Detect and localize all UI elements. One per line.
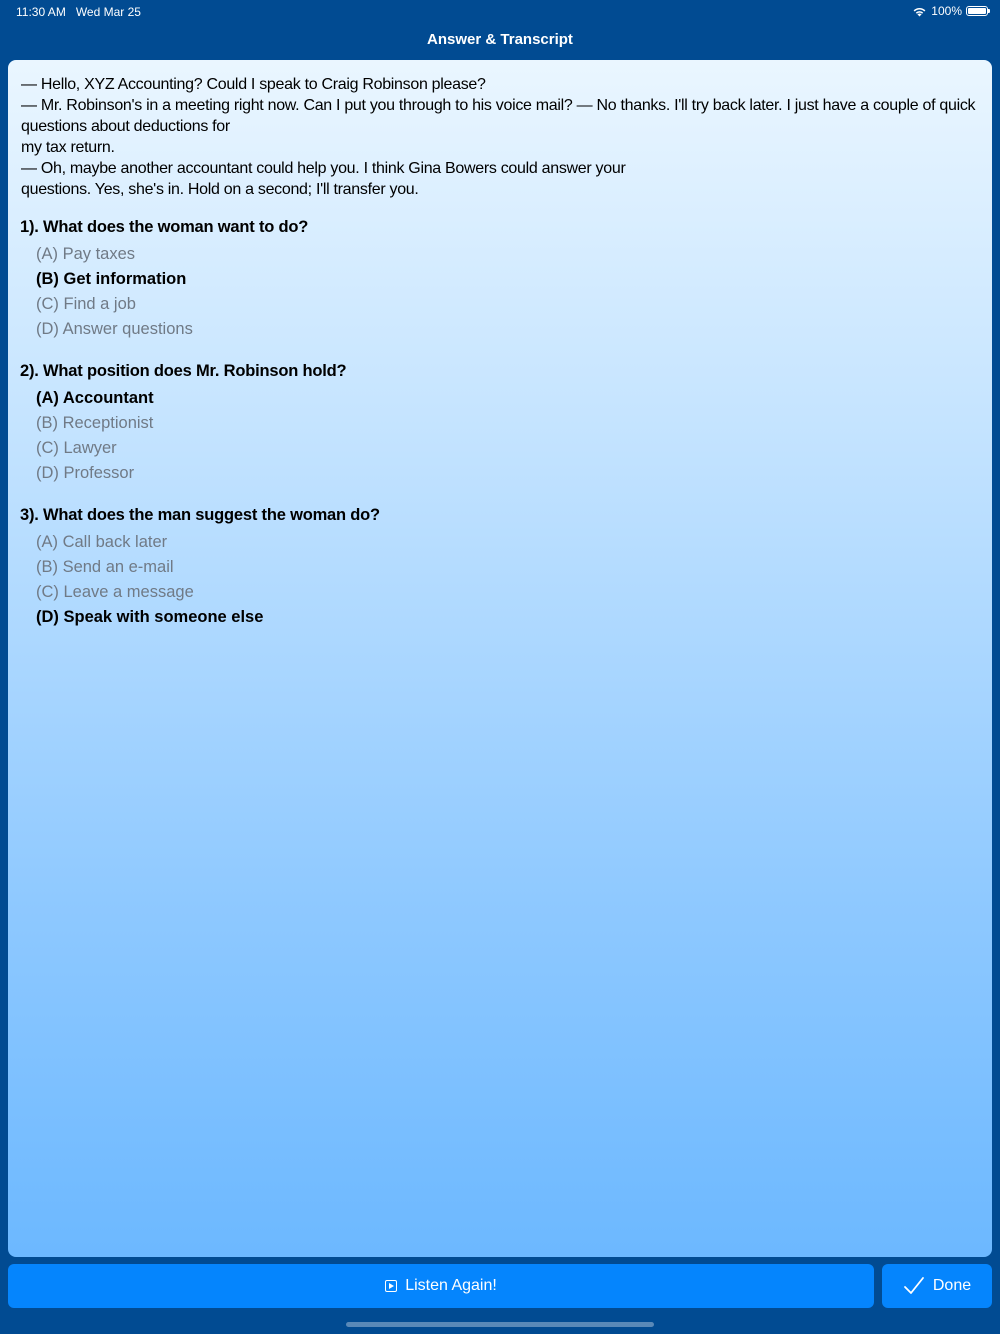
wifi-icon bbox=[912, 6, 927, 17]
option-d: (D) Answer questions bbox=[36, 320, 193, 338]
bottom-toolbar bbox=[8, 1264, 992, 1308]
answer-transcript-panel[interactable] bbox=[8, 60, 992, 1257]
option-c: (C) Leave a message bbox=[36, 583, 194, 601]
checkmark-icon bbox=[903, 1276, 925, 1296]
option-b: (B) Get information bbox=[36, 270, 187, 288]
question-title: 3). What does the man suggest the woman do? bbox=[20, 506, 380, 524]
option-c: (C) Lawyer bbox=[36, 439, 117, 457]
question-1 bbox=[21, 217, 978, 342]
option-a: (A) Accountant bbox=[36, 389, 154, 407]
status-right bbox=[912, 4, 988, 18]
done-label: Done bbox=[932, 1277, 972, 1294]
transcript-line: — Oh, maybe another accountant could help you. I think Gina Bowers could answer your questions. Yes, she's in. Hold on a second; I'll transfer you. bbox=[21, 160, 626, 198]
option-b: (B) Send an e-mail bbox=[36, 558, 174, 576]
question-title: 2). What position does Mr. Robinson hold? bbox=[20, 362, 347, 380]
home-indicator[interactable] bbox=[346, 1322, 654, 1327]
question-2 bbox=[21, 361, 978, 486]
listen-again-button[interactable] bbox=[8, 1264, 874, 1308]
listen-again-label: Listen Again! bbox=[405, 1277, 497, 1294]
battery-percent: 100% bbox=[931, 4, 962, 18]
transcript-line: — Mr. Robinson's in a meeting right now. Can I put you through to his voice mail? — No thanks. I'll try back later. I just have a couple of quick questions about deductions for bbox=[21, 97, 976, 135]
option-c: (C) Find a job bbox=[36, 295, 136, 313]
option-a: (A) Call back later bbox=[36, 533, 168, 551]
battery-level bbox=[968, 8, 986, 14]
status-time: 11:30 AM Wed Mar 25 bbox=[16, 5, 141, 19]
question-title: 1). What does the woman want to do? bbox=[20, 218, 309, 236]
option-d: (D) Speak with someone else bbox=[36, 608, 264, 626]
transcript-line: my tax return. bbox=[21, 139, 115, 156]
done-button[interactable] bbox=[882, 1264, 992, 1308]
option-a: (A) Pay taxes bbox=[36, 245, 136, 263]
transcript-line: — Hello, XYZ Accounting? Could I speak to Craig Robinson please? bbox=[21, 76, 486, 93]
battery-icon bbox=[966, 6, 988, 16]
page-title: Answer & Transcript bbox=[427, 31, 573, 48]
option-b: (B) Receptionist bbox=[36, 414, 154, 432]
play-icon bbox=[385, 1280, 397, 1292]
option-d: (D) Professor bbox=[36, 464, 135, 482]
question-3 bbox=[21, 505, 978, 630]
status-bar bbox=[0, 0, 1000, 24]
transcript bbox=[21, 74, 978, 200]
